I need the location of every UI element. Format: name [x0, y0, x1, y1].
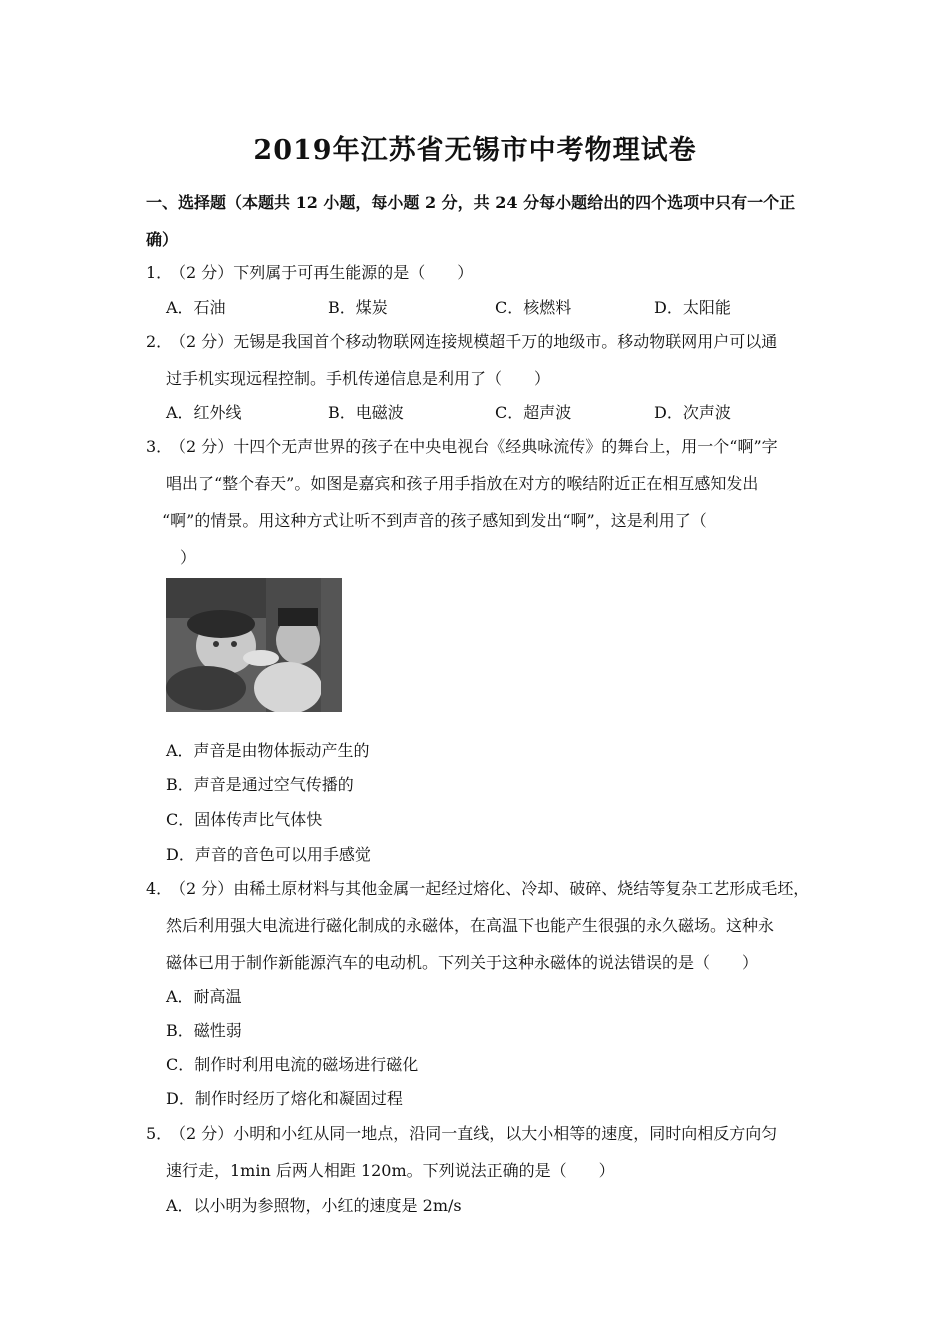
question-2-number: 2． [146, 332, 173, 351]
question-1-option-d: D．太阳能 [654, 298, 731, 317]
question-2-text-line-2: 过手机实现远程控制。手机传递信息是利用了（ ） [166, 369, 551, 388]
question-2-option-b: B．电磁波 [328, 403, 404, 422]
question-3-option-d: D．声音的音色可以用手感觉 [166, 845, 371, 864]
question-4-text-line-2: 然后利用强大电流进行磁化制成的永磁体，在高温下也能产生很强的永久磁场。这种永 [166, 916, 775, 935]
question-5-number: 5． [146, 1124, 173, 1143]
question-3-text-line-4: ） [180, 548, 197, 567]
section-heading-line-1: 一、选择题（本题共 12 小题，每小题 2 分，共 24 分每小题给出的四个选项中只有一个正 [146, 193, 796, 212]
question-4-number: 4． [146, 879, 173, 898]
question-5-text-line-2: 速行走，1min 后两人相距 120m。下列说法正确的是（ ） [166, 1161, 615, 1180]
question-3-photo [166, 578, 342, 712]
question-4-option-b: B．磁性弱 [166, 1021, 242, 1040]
question-4-text-line-1: （2 分）由稀土原材料与其他金属一起经过熔化、冷却、破碎、烧结等复杂工艺形成毛坯， [170, 879, 810, 898]
question-2-text-line-1: （2 分）无锡是我国首个移动物联网连接规模超千万的地级市。移动物联网用户可以通 [170, 332, 778, 351]
question-3-number: 3． [146, 437, 173, 456]
question-3-text-line-1: （2 分）十四个无声世界的孩子在中央电视台《经典咏流传》的舞台上，用一个“啊”字 [170, 437, 778, 456]
section-heading-line-2: 确） [146, 230, 179, 249]
question-5-text-line-1: （2 分）小明和小红从同一地点，沿同一直线，以大小相等的速度，同时向相反方向匀 [170, 1124, 778, 1143]
question-5-option-a: A．以小明为参照物，小红的速度是 2m/s [166, 1196, 462, 1215]
question-1-text: （2 分）下列属于可再生能源的是（ ） [170, 263, 474, 282]
question-3-option-c: C．固体传声比气体快 [166, 810, 323, 829]
photo-illustration [166, 578, 342, 712]
question-3-option-a: A．声音是由物体振动产生的 [166, 741, 370, 760]
exam-title: 2019年江苏省无锡市中考物理试卷 [253, 135, 697, 166]
question-3-text-line-3: “啊”的情景。用这种方式让听不到声音的孩子感知到发出“啊”，这是利用了（ [162, 511, 707, 530]
question-2-option-c: C．超声波 [495, 403, 572, 422]
question-4-option-c: C．制作时利用电流的磁场进行磁化 [166, 1055, 419, 1074]
question-1-option-c: C．核燃料 [495, 298, 572, 317]
question-1-option-b: B．煤炭 [328, 298, 388, 317]
question-2-option-d: D．次声波 [654, 403, 731, 422]
question-2-option-a: A．红外线 [166, 403, 242, 422]
question-4-text-line-3: 磁体已用于制作新能源汽车的电动机。下列关于这种永磁体的说法错误的是（ ） [166, 953, 759, 972]
question-1-number: 1． [146, 263, 173, 282]
question-3-text-line-2: 唱出了“整个春天”。如图是嘉宾和孩子用手指放在对方的喉结附近正在相互感知发出 [166, 474, 759, 493]
question-3-option-b: B．声音是通过空气传播的 [166, 775, 354, 794]
question-4-option-a: A．耐高温 [166, 987, 242, 1006]
question-1-option-a: A．石油 [166, 298, 226, 317]
question-4-option-d: D．制作时经历了熔化和凝固过程 [166, 1089, 403, 1108]
